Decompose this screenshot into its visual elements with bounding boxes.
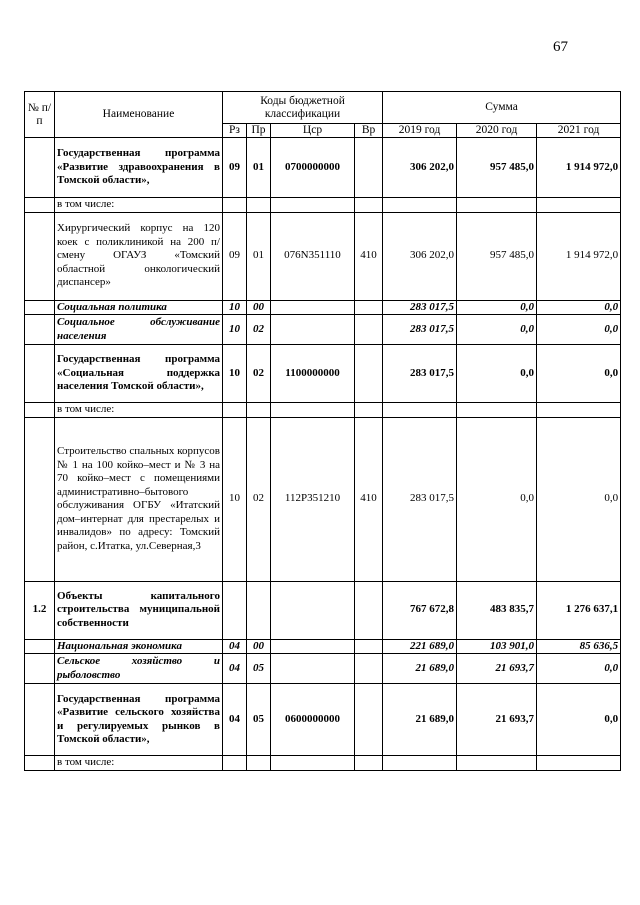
row-rz: 10 [223,300,247,315]
row-name: в том числе: [55,756,223,771]
row-rz [223,198,247,213]
header-rz: Рз [223,124,247,138]
row-2021: 1 914 972,0 [537,212,621,300]
header-vr: Вр [355,124,383,138]
row-vr [355,654,383,684]
row-2019: 21 689,0 [383,654,457,684]
row-2020: 483 835,7 [457,581,537,639]
table-row [25,212,621,300]
header-sum: Сумма [383,92,621,124]
row-2020: 0,0 [457,300,537,315]
table-row [25,345,621,403]
row-csr [271,581,355,639]
row-2019: 283 017,5 [383,417,457,581]
row-vr [355,315,383,345]
row-name: в том числе: [55,198,223,213]
row-name: Хирургический корпус на 120 коек с поликлиникой на 200 п/смену ОГАУЗ «Томский областной онкологический диспансер» [55,212,223,300]
header-num: № п/п [25,92,55,138]
table-row [25,581,621,639]
table-row [25,654,621,684]
row-2021: 0,0 [537,654,621,684]
row-2020 [457,198,537,213]
row-2020 [457,756,537,771]
row-num: 1.2 [25,581,55,639]
row-vr [355,639,383,654]
table-row [25,198,621,213]
row-csr [271,300,355,315]
row-csr: 0700000000 [271,138,355,198]
row-rz: 09 [223,138,247,198]
row-vr [355,138,383,198]
row-2020: 21 693,7 [457,684,537,756]
row-rz: 10 [223,417,247,581]
header-row-1 [25,92,621,124]
row-name: Государственная программа «Развитие здравоохранения в Томской области», [55,138,223,198]
row-2021: 0,0 [537,315,621,345]
row-2019: 306 202,0 [383,212,457,300]
row-name: Государственная программа «Развитие сельского хозяйства и регулируемых рынков в Томской области», [55,684,223,756]
row-csr [271,639,355,654]
row-csr [271,198,355,213]
row-2019 [383,756,457,771]
row-name: Строительство спальных корпусов № 1 на 100 койко–мест и № 3 на 70 койко–мест с помещениями административно–бытового обслуживания ОГБУ «Итатский дом–интернат для престарелых и инвалидов» по адресу: Томский район, с.Итатка, ул.Северная,3 [55,417,223,581]
header-name: Наименование [55,92,223,138]
row-csr [271,654,355,684]
row-2020 [457,403,537,418]
row-rz: 04 [223,654,247,684]
row-rz: 04 [223,639,247,654]
row-2019 [383,198,457,213]
row-2020: 0,0 [457,345,537,403]
row-2020: 0,0 [457,417,537,581]
row-2021: 0,0 [537,417,621,581]
row-vr [355,198,383,213]
row-2020: 0,0 [457,315,537,345]
row-pr [247,581,271,639]
row-pr: 05 [247,654,271,684]
row-pr: 02 [247,345,271,403]
row-csr: 076N351110 [271,212,355,300]
row-num [25,212,55,300]
row-num [25,403,55,418]
row-pr: 02 [247,417,271,581]
row-csr: 0600000000 [271,684,355,756]
table-row [25,417,621,581]
row-2019: 767 672,8 [383,581,457,639]
row-vr [355,581,383,639]
table-row [25,756,621,771]
row-2021 [537,756,621,771]
row-pr: 00 [247,639,271,654]
header-codes: Коды бюджетной классификации [223,92,383,124]
row-csr [271,315,355,345]
row-2019 [383,403,457,418]
page-number: 67 [553,39,568,55]
row-2019: 306 202,0 [383,138,457,198]
row-pr: 01 [247,138,271,198]
row-name: в том числе: [55,403,223,418]
row-num [25,639,55,654]
row-2019: 283 017,5 [383,315,457,345]
row-num [25,417,55,581]
row-vr [355,300,383,315]
row-name: Социальная политика [55,300,223,315]
row-rz: 10 [223,315,247,345]
row-2019: 283 017,5 [383,345,457,403]
row-vr [355,403,383,418]
table-row [25,315,621,345]
row-num [25,198,55,213]
row-2019: 221 689,0 [383,639,457,654]
row-2021 [537,403,621,418]
row-name: Объекты капитального строительства муниципальной собственности [55,581,223,639]
row-rz: 04 [223,684,247,756]
header-2021: 2021 год [537,124,621,138]
row-vr: 410 [355,212,383,300]
row-pr: 00 [247,300,271,315]
row-rz: 10 [223,345,247,403]
table-row [25,300,621,315]
table-row [25,639,621,654]
table-row [25,684,621,756]
row-2021 [537,198,621,213]
row-num [25,300,55,315]
row-name: Национальная экономика [55,639,223,654]
row-pr: 05 [247,684,271,756]
row-2020: 957 485,0 [457,212,537,300]
row-pr [247,198,271,213]
row-2021: 0,0 [537,684,621,756]
row-csr [271,403,355,418]
table-row [25,403,621,418]
row-rz [223,756,247,771]
row-num [25,654,55,684]
header-csr: Цср [271,124,355,138]
table-row [25,138,621,198]
row-name: Социальное обслуживание населения [55,315,223,345]
header-2020: 2020 год [457,124,537,138]
row-pr: 01 [247,212,271,300]
header-2019: 2019 год [383,124,457,138]
row-rz: 09 [223,212,247,300]
row-num [25,315,55,345]
row-pr [247,403,271,418]
row-2020: 21 693,7 [457,654,537,684]
row-vr: 410 [355,417,383,581]
row-2021: 0,0 [537,345,621,403]
row-vr [355,756,383,771]
row-vr [355,345,383,403]
budget-table [24,91,621,771]
row-csr [271,756,355,771]
row-pr [247,756,271,771]
row-2021: 85 636,5 [537,639,621,654]
row-2021: 0,0 [537,300,621,315]
row-rz [223,581,247,639]
row-2021: 1 914 972,0 [537,138,621,198]
row-2020: 957 485,0 [457,138,537,198]
row-num [25,138,55,198]
row-rz [223,403,247,418]
row-2020: 103 901,0 [457,639,537,654]
row-2019: 21 689,0 [383,684,457,756]
row-num [25,684,55,756]
row-num [25,345,55,403]
row-vr [355,684,383,756]
row-num [25,756,55,771]
row-pr: 02 [247,315,271,345]
header-pr: Пр [247,124,271,138]
row-csr: 112P351210 [271,417,355,581]
row-csr: 1100000000 [271,345,355,403]
row-2021: 1 276 637,1 [537,581,621,639]
row-name: Государственная программа «Социальная поддержка населения Томской области», [55,345,223,403]
row-2019: 283 017,5 [383,300,457,315]
row-name: Сельское хозяйство и рыболовство [55,654,223,684]
